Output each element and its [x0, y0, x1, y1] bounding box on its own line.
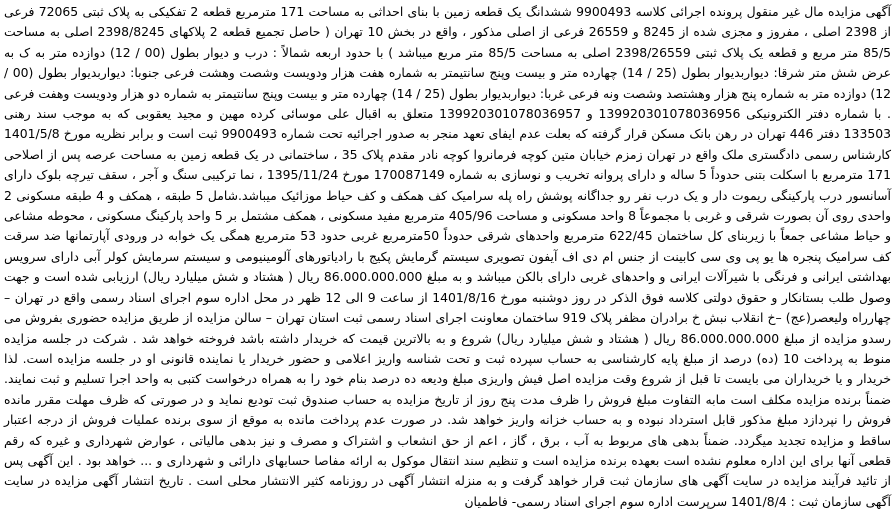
notice-body-text: آگهی مزایده مال غیر منقول پرونده اجرائی کلاسه 9900493 ششدانگ یک قطعه زمین با بنای احداثی به مساحت 171 مترمربع قطعه 2 تفکیکی به پلاک ثبتی 72065 فرعی از 2398 اصلی ، مفروز و مجزی شده از 8245 و 26559 فرعی از اصلی مذکور ، واقع در بخش 10 تهران ( حاصل تجمیع قطعه 2 پلاکهای 2398/8245 اصلی به مساحت 85/5 متر مربع و قطعه یک پلاک ثبتی 2398/26559 اصلی به مساحت 85/5 متر مربع میباشد ) با حدود اربعه شمالاً : درب و دیوار بطول (00 / 12) دوازده متر به ک به عرض شش متر شرقا: دیواربدیوار بطول (25 / 14) چهارده متر و بیست وپنج سانتیمتر به شماره هفت هزار ودویست وشصت وهشت فرعی جنوبا: دیواربدیوار بطول (00 / 12) دوازده متر به شماره پنج هزار وهشتصد وشصت ونه فرعی غربا: دیواربدیوار بطول (25 / 14) چهارده متر و بیست وپنج سانتیمتر به شماره دو هزار ودویست وهفت فرعی . با شماره دفتر الکترونیکی 139920301078036956 و 139920301078036957 متعلق به اقبال علی موسائی کرده مهین و مجید یعقوبی که به موجب سند رهنی 133503 دفتر 446 تهران در رهن بانک مسکن قرار گرفته که بعلت عدم ایفای تعهد منجر به صدور اجرائیه تحت شماره 9900493 ثبت است و برابر نظریه مورخ 1401/5/8 کارشناس رسمی دادگستری ملک واقع در تهران زمزم خیابان متین کوچه فرمانروا کوچه نادر مقدم پلاک 35 ، ساختمانی در یک قطعه زمین به مساحت عرصه پس از اصلاحی 171 مترمربع با اسکلت بتنی حدوداً 5 ساله و دارای پروانه تخریب و نوسازی به شماره 170087149 مورخ 1395/11/24 ، نما ترکیبی سنگ و آجر ، سقف تیرچه بلوک دارای آسانسور درب پارکینگی ریموت دار و یک درب نفر رو جداگانه پوشش راه پله سرامیک کف همکف و کف حیاط موزائیک میباشد.شامل 5 طبقه ، همکف و 4 طبقه مسکونی 2 واحدی روی آن بصورت شرقی و غربی با مجموعاً 8 واحد مسکونی و مساحت 405/96 مترمربع مفید مسکونی ، همکف مشتمل بر 5 واحد پارکینگ مسکونی ، محوطه مشاعی و حیاط مشاعی جمعاً با زیربنای کل ساختمان 622/45 مترمربع واحدهای شرقی حدوداً 50مترمربع غربی حدود 53 مترمربع همگی یک خوابه در ورودی آپارتمانها ضد سرقت کف سرامیک پنجره ها یو پی وی سی کابینت از جنس ام دی اف آیفون تصویری سیستم گرمایش پکیج با رادیاتورهای آلومینیومی و سیستم سرمایش کولر آبی دارای سرویس بهداشتی ایرانی و فرنگی با شیرآلات ایرانی و واحدهای غربی دارای بالکن میباشد و به مبلغ 86.000.000.000 ریال ( هشتاد و شش میلیارد ریال) ارزیابی شده است و جهت وصول طلب بستانکار و حقوق دولتی کلاسه فوق الذکر در روز دوشنبه مورخ 1401/8/16 از ساعت 9 الی 12 ظهر در محل اداره سوم اجرای اسناد رسمی واقع در تهران – چهارراه ولیعصر(عج) –خ انقلاب نبش خ برادران مظفر پلاک 919 ساختمان معاونت اجرای اسناد رسمی ثبت استان تهران – سالن مزایده از طریق مزایده حضوری بفروش می رسدو مزایده از مبلغ 86.000.000.000 ریال ( هشتاد و شش میلیارد ریال) شروع و به بالاترین قیمت که خریدار داشته باشد فروخته خواهد شد . شرکت در جلسه مزایده منوط به پرداخت 10 (ده) درصد از مبلغ پایه کارشناسی به حساب سپرده ثبت و تحت شناسه واریز اعلامی و حضور خریدار یا نماینده قانونی او در جلسه مزایده است. لذا خریدار و یا خریداران می بایست تا قبل از شروع وقت مزایده اصل فیش واریزی مبلغ ودیعه ده درصد بنام خود را به همراه درخواست کتبی به واحد اجرا تسلیم و ثبت نمایند. ضمناً برنده مزایده مکلف است مابه التفاوت مبلغ فروش را ظرف مدت پنج روز از تاریخ مزایده به حساب صندوق ثبت تودیع نماید و در صورتی که ظرف مهلت مقرر مانده فروش را نپردازد مبلغ مذکور قابل استرداد نبوده و به حساب خزانه واریز خواهد شد. در صورت عدم پرداخت مانده به موقع از سوی برنده عملیات فروش از درجه اعتبار ساقط و مزایده تجدید میگردد. ضمناً بدهی های مربوط به آب ، برق ، گاز ، اعم از حق انشعاب و اشتراک و مصرف و نیز بدهی مالیاتی ، عوارض شهرداری و غیره که رقم قطعی آنها برای این اداره معلوم نشده است بعهده برنده مزایده است و تنظیم سند انتقال موکول به ارائه مفاصا حسابهای دارائی و شهرداری و ... خواهد بود . این آگهی پس از تائید فرآیند مزایده در سایت آگهی های سازمان ثبت قرار خواهد گرفت و به منزله انتشار آگهی در روزنامه کثیر الانتشار محلی است . تاریخ انتشار آگهی مزایده در سایت آگهی سازمان ثبت : 1401/8/4 سرپرست اداره سوم اجرای اسناد رسمی- فاطمیان — [4, 4, 892, 509]
